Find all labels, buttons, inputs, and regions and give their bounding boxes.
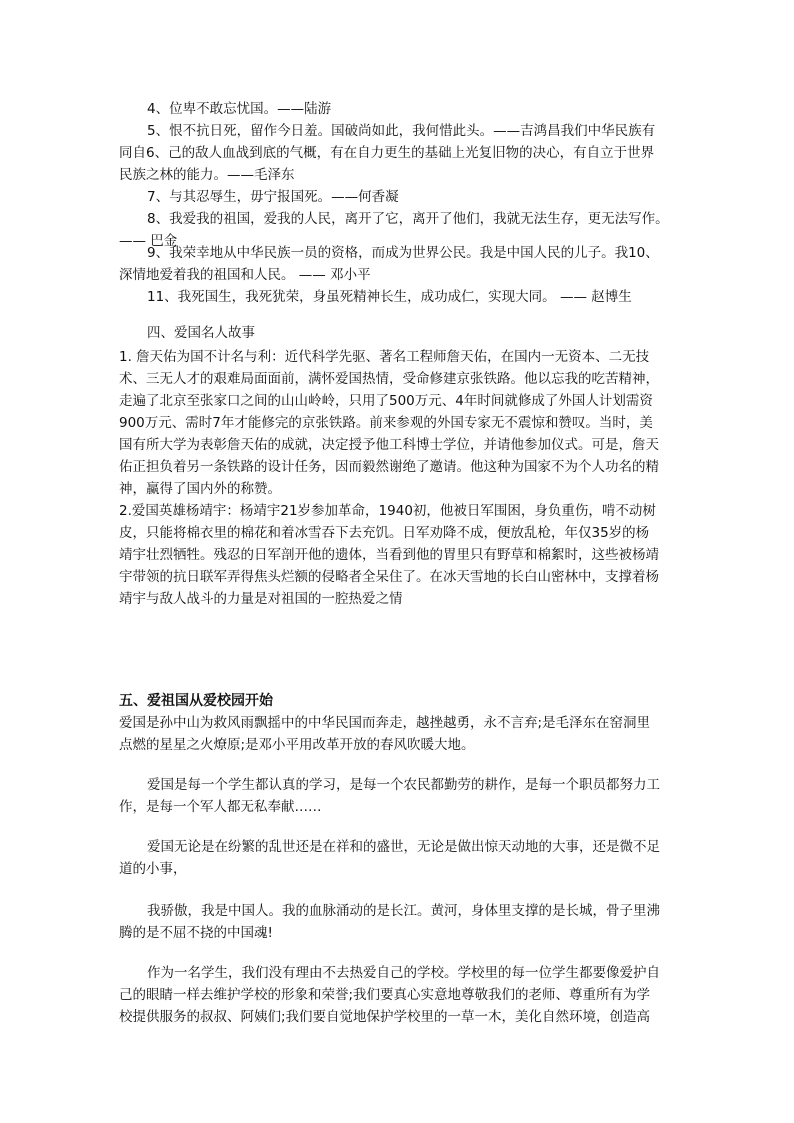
paragraph-line: 腾的是不屈不挠的中国魂!	[119, 925, 273, 941]
paragraph-line: 爱国是孙中山为救风雨飘摇中的中华民国而奔走，越挫越勇，永不言弃;是毛泽东在窑洞里	[119, 715, 651, 731]
story-line: 宇带领的抗日联军弄得焦头烂额的侵略者全呆住了。在冰天雪地的长白山密林中，支撑着杨	[119, 569, 659, 585]
story-line: 术、三无人才的艰难局面面前，满怀爱国热情，受命修建京张铁路。他以忘我的吃苦精神，	[119, 371, 659, 387]
story-line: 皮，只能将棉衣里的棉花和着冰雪吞下去充饥。日军劝降不成，便放乱枪，年仅35岁的杨	[119, 525, 650, 541]
section-heading: 四、爱国名人故事	[147, 325, 255, 341]
section-heading: 五、爱祖国从爱校园开始	[119, 693, 273, 709]
paragraph-line: 校提供服务的叔叔、阿姨们;我们要自觉地保护学校里的一草一木，美化自然环境，创造高	[119, 1009, 651, 1025]
quote-line: 4、位卑不敢忘忧国。——陆游	[147, 101, 332, 117]
quote-line: 民族之林的能力。——毛泽东	[119, 167, 295, 183]
quote-line: 7、与其忍辱生，毋宁报国死。——何香凝	[147, 189, 399, 205]
story-line: 靖宇与敌人战斗的力量是对祖国的一腔热爱之情	[119, 591, 403, 607]
quote-line: 5、恨不抗日死，留作今日羞。国破尚如此，我何惜此头。——吉鸿昌我们中华民族有	[147, 123, 656, 139]
story-line: 国有所大学为表彰詹天佑的成就，决定授予他工科博士学位，并请他参加仪式。可是，詹天	[119, 437, 659, 453]
story-line: 走遍了北京至张家口之间的山山岭岭，只用了500万元、4年时间就修成了外国人计划需资	[119, 393, 653, 409]
quote-line: 8、我爱我的祖国，爱我的人民，离开了它，离开了他们，我就无法生存，更无法写作。	[147, 211, 669, 227]
story-line: 2.爱国英雄杨靖宇：杨靖宇21岁参加革命，1940初，他被日军围困，身负重伤，啃不动树	[119, 503, 656, 519]
quote-line: —— 巴金	[119, 233, 178, 249]
paragraph-line: 己的眼睛一样去维护学校的形象和荣誉;我们要真心实意地尊敬我们的老师、尊重所有为学	[119, 987, 651, 1003]
story-line: 佑正担负着另一条铁路的设计任务，因而毅然谢绝了邀请。他这种为国家不为个人功名的精	[119, 459, 659, 475]
quote-line: 9、我荣幸地从中华民族一员的资格，而成为世界公民。我是中国人民的儿子。我10、	[147, 245, 659, 261]
paragraph-line: 作，是每一个军人都无私奉献……	[119, 799, 322, 815]
story-line: 神，赢得了国内外的称赞。	[119, 481, 281, 497]
quote-line: 11、我死国生，我死犹荣，身虽死精神长生，成功成仁，实现大同。 —— 赵博生	[147, 289, 632, 305]
story-line: 1. 詹天佑为国不计名与利：近代科学先驱、著名工程师詹天佑，在国内一无资本、二无技	[119, 349, 650, 365]
paragraph-line: 爱国是每一个学生都认真的学习，是每一个农民都勤劳的耕作，是每一个职员都努力工	[147, 777, 660, 793]
paragraph-line: 作为一名学生，我们没有理由不去热爱自己的学校。学校里的每一位学生都要像爱护自	[147, 965, 660, 981]
paragraph-line: 点燃的星星之火燎原;是邓小平用改革开放的春风吹暖大地。	[119, 737, 475, 753]
paragraph-line: 爱国无论是在纷繁的乱世还是在祥和的盛世，无论是做出惊天动地的大事，还是微不足	[147, 839, 660, 855]
story-line: 900万元、需时7年才能修完的京张铁路。前来参观的外国专家无不震惊和赞叹。当时，美	[119, 415, 653, 431]
story-line: 靖宇壮烈牺牲。残忍的日军剖开他的遗体，当看到他的胃里只有野草和棉絮时，这些被杨靖	[119, 547, 659, 563]
quote-line: 深情地爱着我的祖国和人民。 —— 邓小平	[119, 267, 371, 283]
paragraph-line: 道的小事，	[119, 861, 187, 877]
paragraph-line: 我骄傲，我是中国人。我的血脉涌动的是长江。黄河，身体里支撑的是长城，骨子里沸	[147, 903, 660, 919]
quote-line: 同自6、己的敌人血战到底的气概，有在自力更生的基础上光复旧物的决心，有自立于世界	[119, 145, 655, 161]
